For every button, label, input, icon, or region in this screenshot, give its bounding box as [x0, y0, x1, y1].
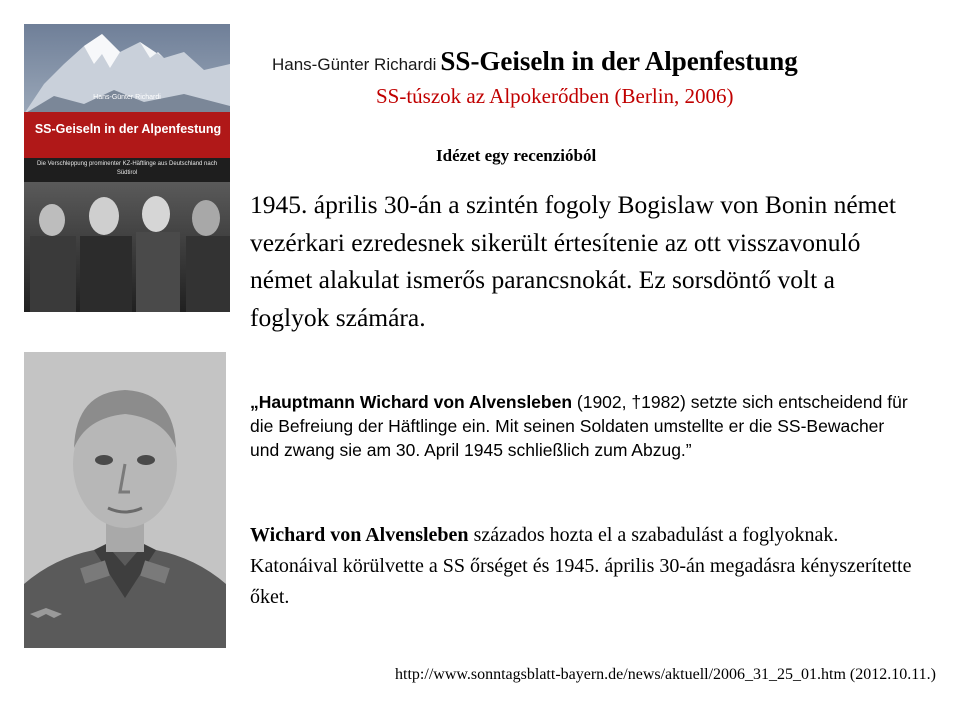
portrait-photo [24, 352, 226, 648]
final-text: százados hozta el a szabadulást a foglyoknak. Katonáival körülvette a SS őrséget és 1945. április 30-án megadásra kényszerítette őket. [250, 524, 912, 608]
final-name: Wichard von Alvensleben [250, 524, 469, 546]
book-cover-author: Hans-Günter Richardi [93, 94, 161, 101]
portrait-illustration [24, 352, 226, 648]
book-title-text: SS-Geiseln in der Alpenfestung [440, 46, 798, 76]
quote-open-mark: „ [250, 392, 259, 412]
review-label: Idézet egy recenzióból [436, 146, 597, 165]
source-url: http://www.sonntagsblatt-bayern.de/news/aktuell/2006_31_25_01.htm (2012.10.11.) [395, 666, 936, 683]
book-cover-title: SS-Geiseln in der Alpenfestung [34, 122, 222, 136]
german-quote [250, 390, 912, 462]
final-paragraph [250, 520, 912, 613]
book-cover-image [24, 24, 230, 312]
author-name: Hans-Günter Richardi [272, 55, 437, 74]
book-title [440, 46, 797, 76]
quote-text: (1902, †1982) setzte sich entscheidend für die Befreiung der Häftlinge ein. Mit seinen Soldaten umstellte er die SS-Bewacher und zwang sie am 30. April 1945 schließlich zum Abzug.” [250, 392, 908, 460]
title-line [272, 46, 942, 77]
book-cover-subtitle: Die Verschleppung prominenter KZ-Häftlinge aus Deutschland nach Südtirol [36, 161, 218, 176]
quote-name: Hauptmann Wichard von Alvensleben [258, 392, 573, 412]
hungarian-subtitle: SS-túszok az Alpokerődben (Berlin, 2006) [376, 84, 734, 108]
main-paragraph: 1945. április 30-án a szintén fogoly Bogislaw von Bonin német vezérkari ezredesnek sikerült értesítenie az ott visszavonuló német alakulat ismerős parancsnokát. Ez sorsdöntő volt a foglyok számára. [250, 190, 896, 332]
